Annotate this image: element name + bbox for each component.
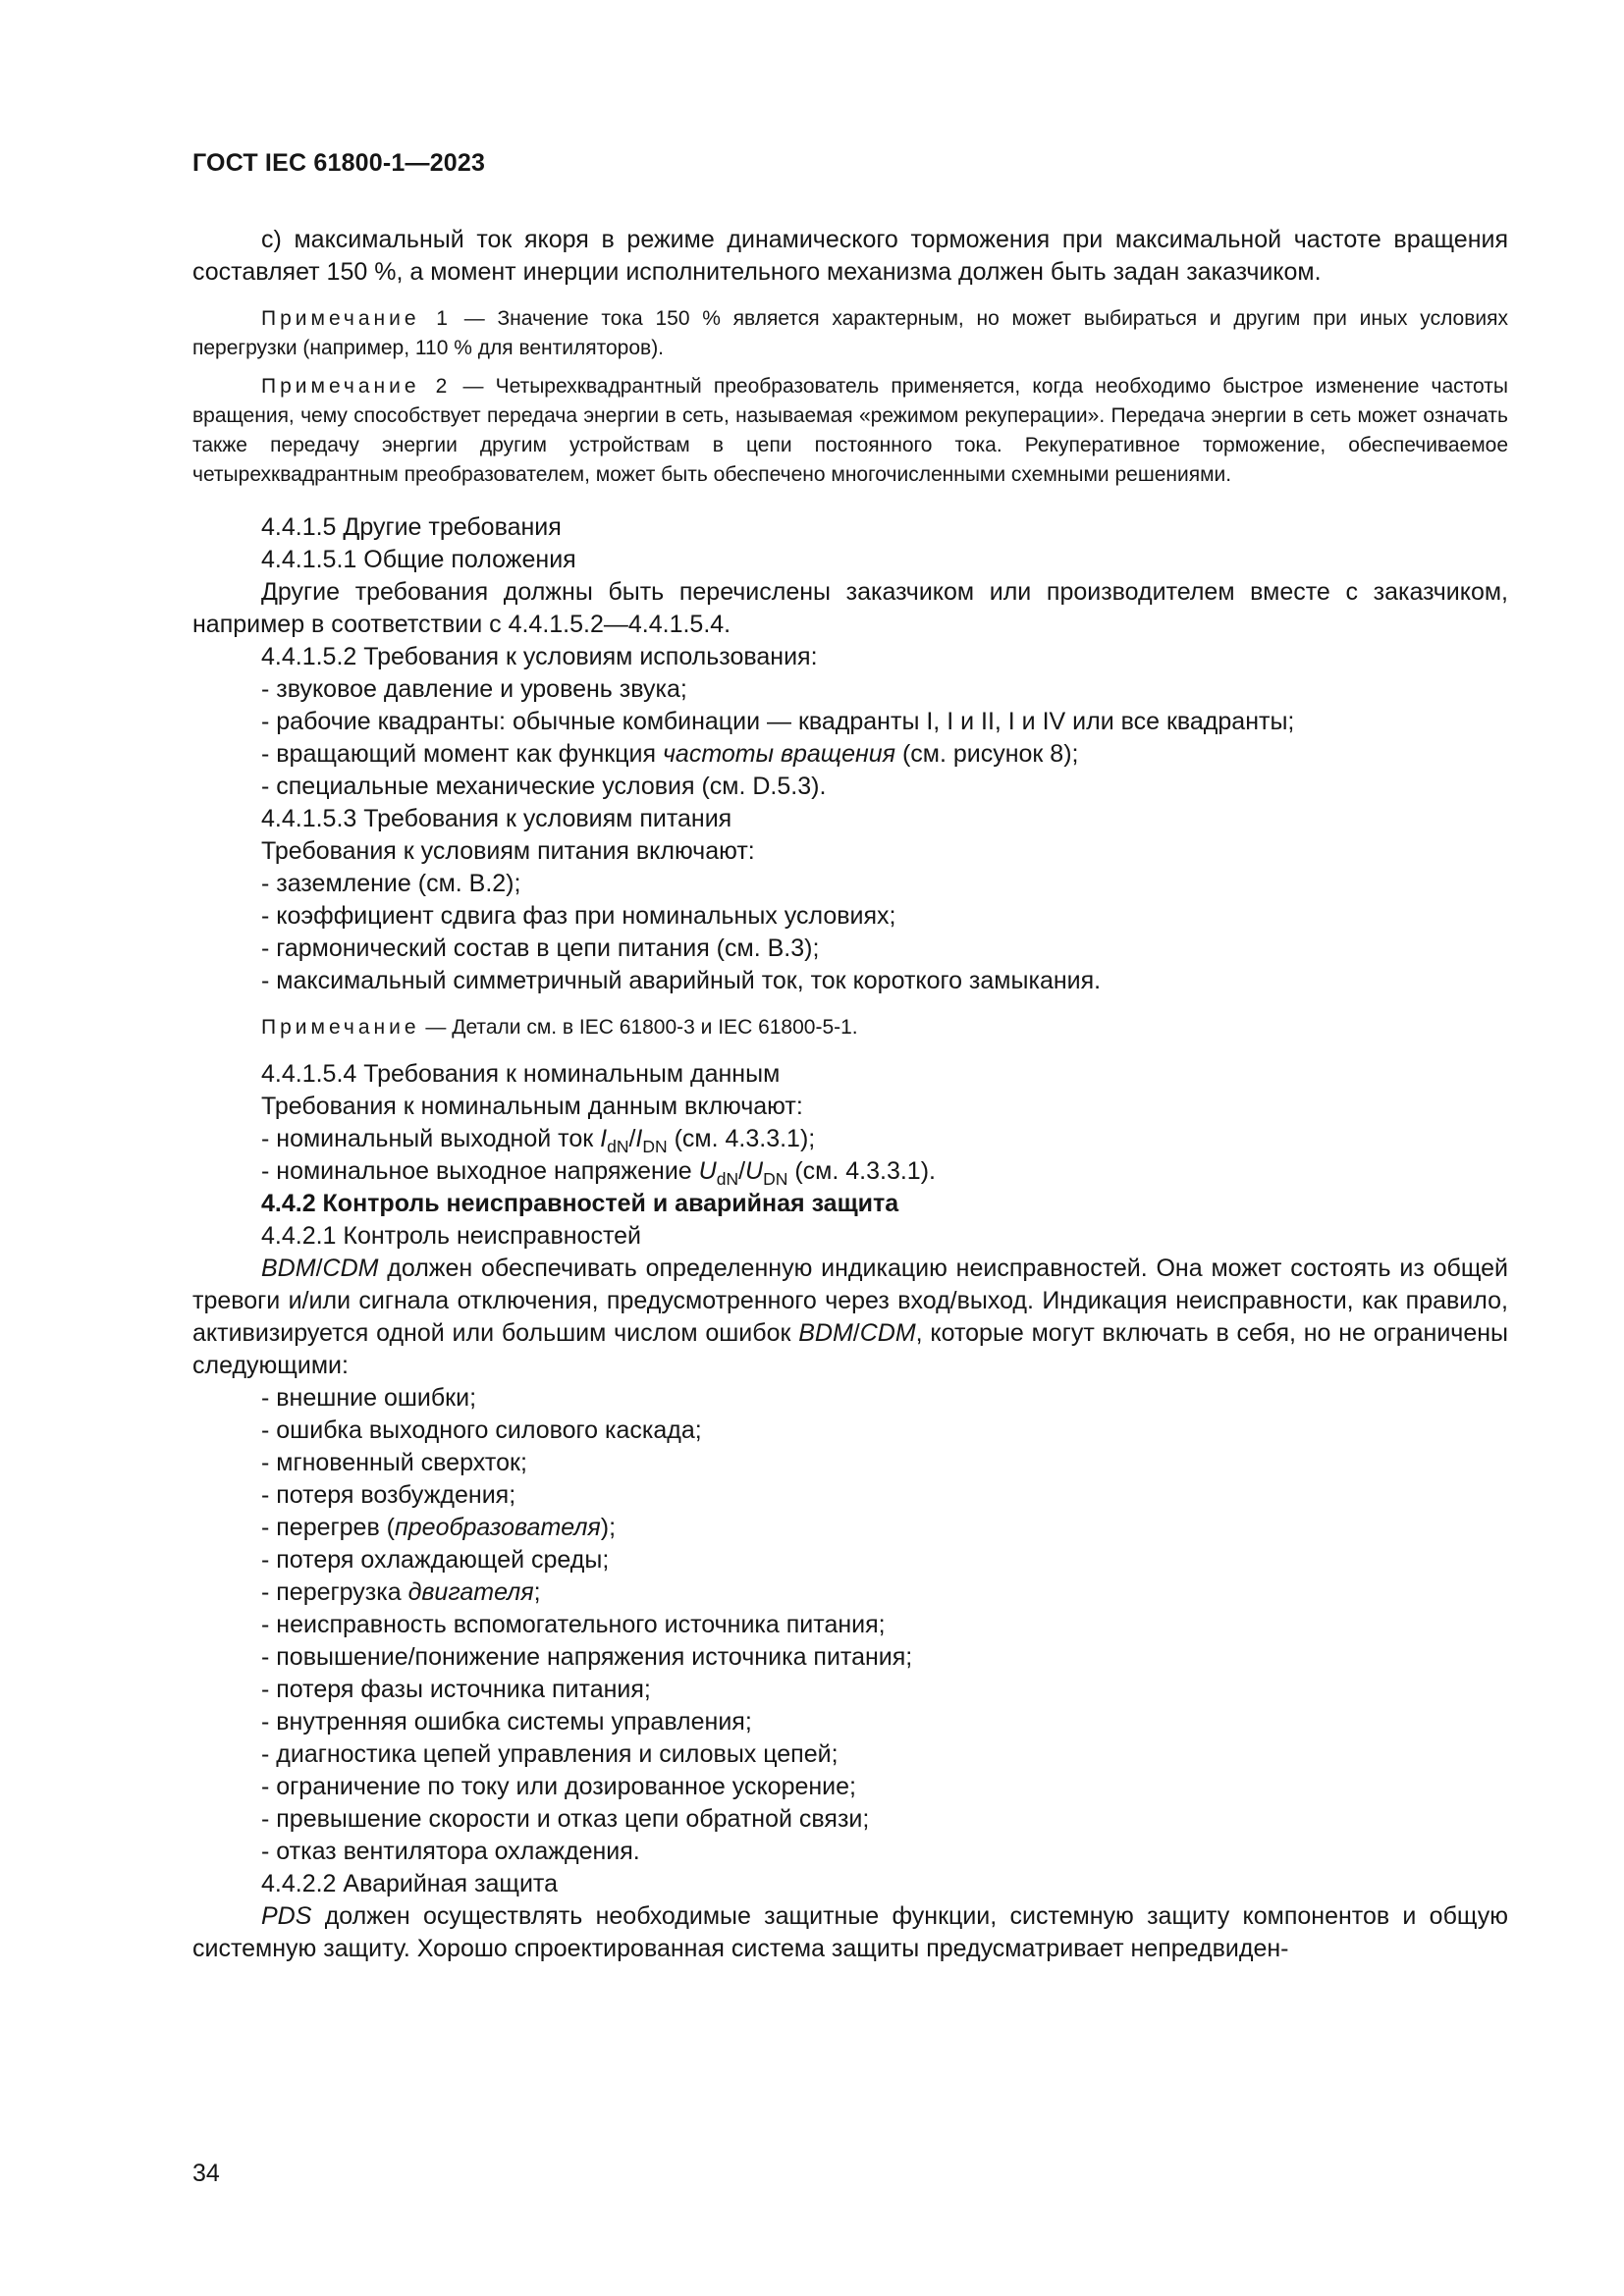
list-item: - превышение скорости и отказ цепи обратной связи; (261, 1805, 870, 1833)
rated-intro: Требования к номинальным данным включают: (261, 1093, 803, 1120)
list-item: - вращающий момент как функция частоты вращения (см. рисунок 8); (261, 740, 1079, 768)
list-item: - потеря охлаждающей среды; (261, 1546, 610, 1574)
note-text: — Значение тока 150 % является характерным, но может выбираться и другим при иных условиях перегрузки (например, 110 % для вентиляторов). (192, 307, 1508, 359)
list-item: - потеря возбуждения; (261, 1481, 516, 1509)
list-item: - рабочие квадранты: обычные комбинации — квадранты I, I и II, I и IV или все квадранты; (261, 708, 1295, 735)
list-item: - перегрузка двигателя; (261, 1578, 541, 1606)
list-item: - диагностика цепей управления и силовых цепей; (261, 1740, 839, 1768)
list-item-rated-voltage: - номинальное выходное напряжение $U_{dN}/U_{DN}$ (см. 4.3.3.1). (261, 1157, 936, 1189)
list-item: - повышение/понижение напряжения источника питания; (261, 1643, 913, 1671)
list-item: - звуковое давление и уровень звука; (261, 675, 687, 703)
list-item: - ошибка выходного силового каскада; (261, 1416, 702, 1444)
list-item: - ограничение по току или дозированное ускорение; (261, 1773, 856, 1800)
page-number: 34 (192, 2160, 220, 2187)
document-body (192, 224, 1508, 1965)
note-1 (192, 304, 1508, 363)
list-item: - неисправность вспомогательного источника питания; (261, 1611, 886, 1638)
section-heading-4-4-1-5-3: 4.4.1.5.3 Требования к условиям питания (261, 805, 732, 832)
note-text: — Четырехквадрантный преобразователь применяется, когда необходимо быстрое изменение частоты вращения, чему способствует передача энергии в сеть, называемая «режимом рекуперации». Передача энергии в сеть может означать также передачу энергии другим устройствам в цепи постоянного тока. Рекуперативное торможение, обеспечиваемое четырехквадрантным преобразователем, может быть обеспечено многочисленными схемными решениями. (192, 375, 1508, 486)
list-item: - гармонический состав в цепи питания (см. В.3); (261, 934, 820, 962)
list-item: - внутренняя ошибка системы управления; (261, 1708, 752, 1735)
section-heading-4-4-1-5: 4.4.1.5 Другие требования (261, 513, 562, 541)
note-label: Примечание 2 (261, 375, 452, 398)
list-item: - коэффициент сдвига фаз при номинальных условиях; (261, 902, 896, 930)
paragraph-fault-control: BDM/CDM должен обеспечивать определенную индикацию неисправностей. Она может состоять из общей тревоги и/или сигнала отключения, предусмотренного через вход/выход. Индикация неисправности, как правило, активизируется одной или большим числом ошибок BDM/CDM, которые могут включать в себя, но не ограничены следующими: (192, 1255, 1509, 1379)
section-heading-4-4-2-2: 4.4.2.2 Аварийная защита (261, 1870, 558, 1897)
note-3 (192, 1013, 1508, 1042)
section-heading-4-4-1-5-1: 4.4.1.5.1 Общие положения (261, 546, 576, 573)
list-item: - специальные механические условия (см. D.5.3). (261, 773, 827, 800)
paragraph-item-c: с) максимальный ток якоря в режиме динамического торможения при максимальной частоте вращения составляет 150 %, а момент инерции исполнительного механизма должен быть задан заказчиком. (192, 226, 1508, 286)
list-item: - отказ вентилятора охлаждения. (261, 1838, 640, 1865)
list-item: - мгновенный сверхток; (261, 1449, 527, 1476)
note-label: Примечание 1 (261, 307, 452, 330)
list-item: - заземление (см. В.2); (261, 870, 521, 897)
supply-intro: Требования к условиям питания включают: (261, 837, 755, 865)
note-text: — Детали см. в IEC 61800-3 и IEC 61800-5-1. (419, 1016, 858, 1039)
list-item: - максимальный симметричный аварийный ток, ток короткого замыкания. (261, 967, 1102, 994)
document-header: ГОСТ IEC 61800-1—2023 (192, 149, 486, 177)
list-item: - внешние ошибки; (261, 1384, 477, 1412)
section-heading-4-4-2: 4.4.2 Контроль неисправностей и аварийная защита (261, 1190, 899, 1217)
section-heading-4-4-1-5-2: 4.4.1.5.2 Требования к условиям использования: (261, 643, 818, 670)
note-2 (192, 372, 1508, 490)
list-item: - перегрев (преобразователя); (261, 1514, 617, 1541)
paragraph-other-requirements: Другие требования должны быть перечислены заказчиком или производителем вместе с заказчиком, например в соответствии с 4.4.1.5.2—4.4.1.5.4. (192, 578, 1508, 638)
section-heading-4-4-2-1: 4.4.2.1 Контроль неисправностей (261, 1222, 641, 1250)
paragraph-emergency-protection: PDS должен осуществлять необходимые защитные функции, системную защиту компонентов и общую системную защиту. Хорошо спроектированная система защиты предусматривает непредвиден- (192, 1902, 1508, 1962)
section-heading-4-4-1-5-4: 4.4.1.5.4 Требования к номинальным данным (261, 1060, 781, 1088)
list-item: - потеря фазы источника питания; (261, 1676, 651, 1703)
note-label: Примечание (261, 1016, 420, 1039)
list-item-rated-current: - номинальный выходной ток $I_{dN}/I_{DN}$ (см. 4.3.3.1); (261, 1125, 816, 1156)
